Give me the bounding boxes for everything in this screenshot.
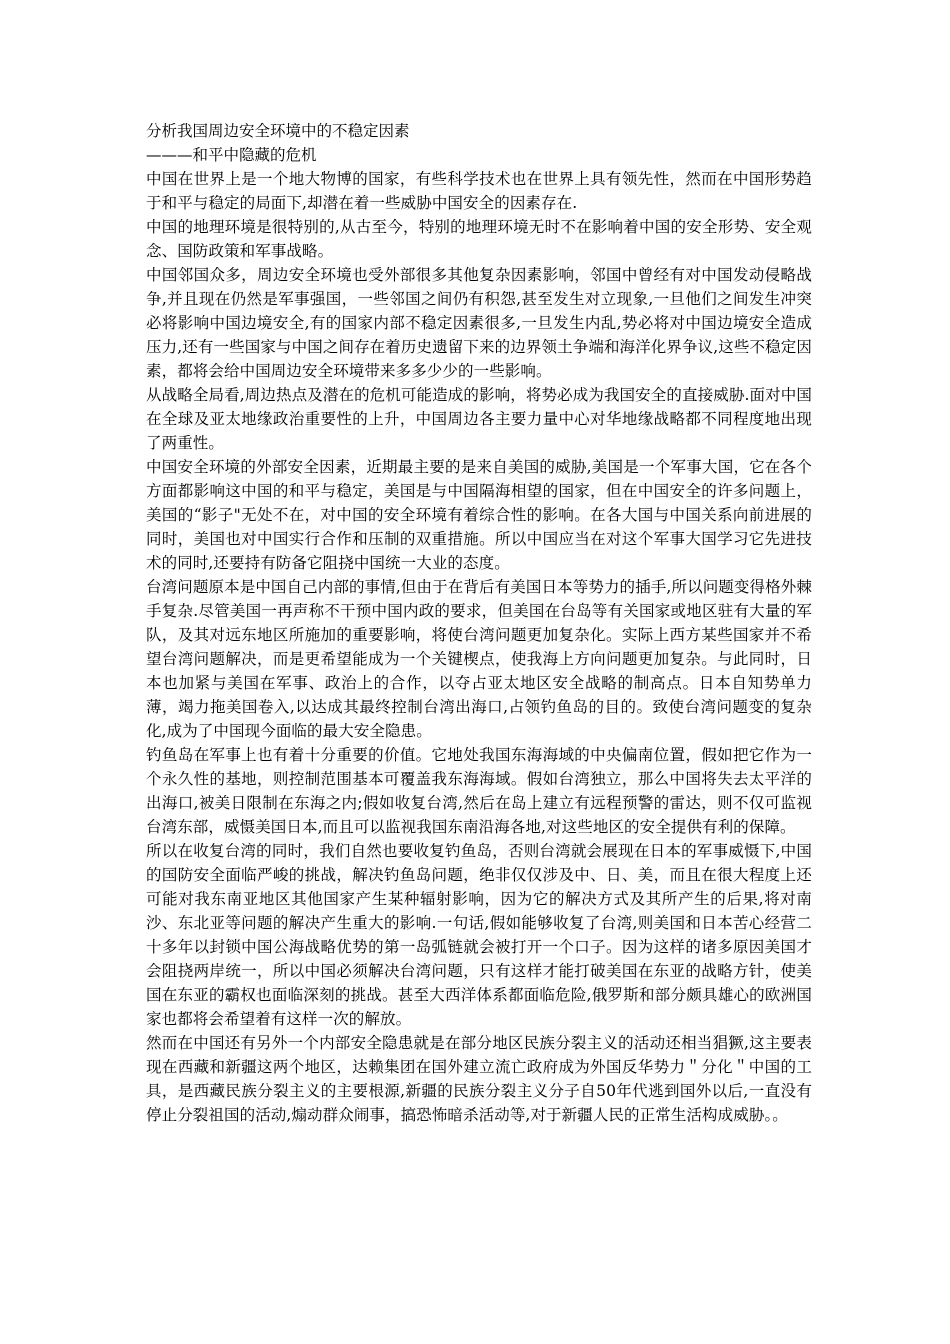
paragraph-6: 台湾问题原本是中国自己内部的事情,但由于在背后有美国日本等势力的插手,所以问题变得格外棘手复杂.尽管美国一再声称不干预中国内政的要求，但美国在台岛等有关国家或地区驻有大量的军队，及其对远东地区所施加的重要影响，将使台湾问题更加复杂化。实际上西方某些国家并不希望台湾问题解决，而是更希望能成为一个关键楔点，使我海上方向问题更加复杂。与此同时，日本也加紧与美国在军事、政治上的合作，以夺占亚太地区安全战略的制高点。日本自知势单力薄，竭力拖美国卷入,以达成其最终控制台湾出海口,占领钓鱼岛的目的。致使台湾问题变的复杂化,成为了中国现今面临的最大安全隐患。 [146, 578, 812, 740]
paragraph-2: 中国的地理环境是很特别的,从古至今，特别的地理环境无时不在影响着中国的安全形势、安全观念、国防政策和军事战略。 [146, 218, 812, 260]
paragraph-1: 中国在世界上是一个地大物博的国家，有些科学技术也在世界上具有领先性，然而在中国形势趋于和平与稳定的局面下,却潜在着一些威胁中国安全的因素存在. [146, 170, 812, 212]
paragraph-7: 钓鱼岛在军事上也有着十分重要的价值。它地处我国东海海域的中央偏南位置，假如把它作为一个永久性的基地，则控制范围基本可覆盖我东海海域。假如台湾独立，那么中国将失去太平洋的出海口,被美日限制在东海之内;假如收复台湾,然后在岛上建立有远程预警的雷达，则不仅可监视台湾东部，威慑美国日本,而且可以监视我国东南沿海各地,对这些地区的安全提供有利的保障。 [146, 746, 812, 836]
document-title: 分析我国周边安全环境中的不稳定因素 [146, 122, 410, 140]
paragraph-8: 所以在收复台湾的同时，我们自然也要收复钓鱼岛，否则台湾就会展现在日本的军事威慑下,中国的国防安全面临严峻的挑战，解决钓鱼岛问题，绝非仅仅涉及中、日、美，而且在很大程度上还可能对我东南亚地区其他国家产生某种辐射影响，因为它的解决方式及其所产生的后果,将对南沙、东北亚等问题的解决产生重大的影响.一句话,假如能够收复了台湾,则美国和日本苦心经营二十多年以封锁中国公海战略优势的第一岛弧链就会被打开一个口子。因为这样的诸多原因美国才会阻挠两岸统一，所以中国必须解决台湾问题，只有这样才能打破美国在东亚的战略方针，使美国在东亚的霸权也面临深刻的挑战。甚至大西洋体系都面临危险,俄罗斯和部分颇具雄心的欧洲国家也都将会希望着有这样一次的解放。 [146, 842, 812, 1028]
paragraph-3: 中国邻国众多，周边安全环境也受外部很多其他复杂因素影响，邻国中曾经有对中国发动侵略战争,并且现在仍然是军事强国，一些邻国之间仍有积怨,甚至发生对立现象,一旦他们之间发生冲突必将影响中国边境安全,有的国家内部不稳定因素很多,一旦发生内乱,势必将对中国边境安全造成压力,还有一些国家与中国之间存在着历史遗留下来的边界领土争端和海洋化界争议,这些不稳定因素，都将会给中国周边安全环境带来多多少少的一些影响。 [146, 266, 812, 380]
document-page [146, 119, 812, 1127]
paragraph-5: 中国安全环境的外部安全因素，近期最主要的是来自美国的威胁,美国是一个军事大国，它在各个方面都影响这中国的和平与稳定，美国是与中国隔海相望的国家，但在中国安全的许多问题上，美国的“影子"无处不在，对中国的安全环境有着综合性的影响。在各大国与中国关系向前进展的同时，美国也对中国实行合作和压制的双重措施。所以中国应当在对这个军事大国学习它先进技术的同时,还要持有防备它阻挠中国统一大业的态度。 [146, 458, 812, 572]
paragraph-9: 然而在中国还有另外一个内部安全隐患就是在部分地区民族分裂主义的活动还相当猖獗,这主要表现在西藏和新疆这两个地区，达赖集团在国外建立流亡政府成为外国反华势力＂分化＂中国的工具，是西藏民族分裂主义的主要根源,新疆的民族分裂主义分子自50年代逃到国外以后,一直没有停止分裂祖国的活动,煽动群众闹事，搞恐怖暗杀活动等,对于新疆人民的正常生活构成威胁。。 [146, 1034, 812, 1124]
paragraph-4: 从战略全局看,周边热点及潜在的危机可能造成的影响，将势必成为我国安全的直接威胁.面对中国在全球及亚太地缘政治重要性的上升，中国周边各主要力量中心对华地缘战略都不同程度地出现了两重性。 [146, 386, 812, 452]
document-subtitle: ———和平中隐藏的危机 [146, 146, 317, 164]
